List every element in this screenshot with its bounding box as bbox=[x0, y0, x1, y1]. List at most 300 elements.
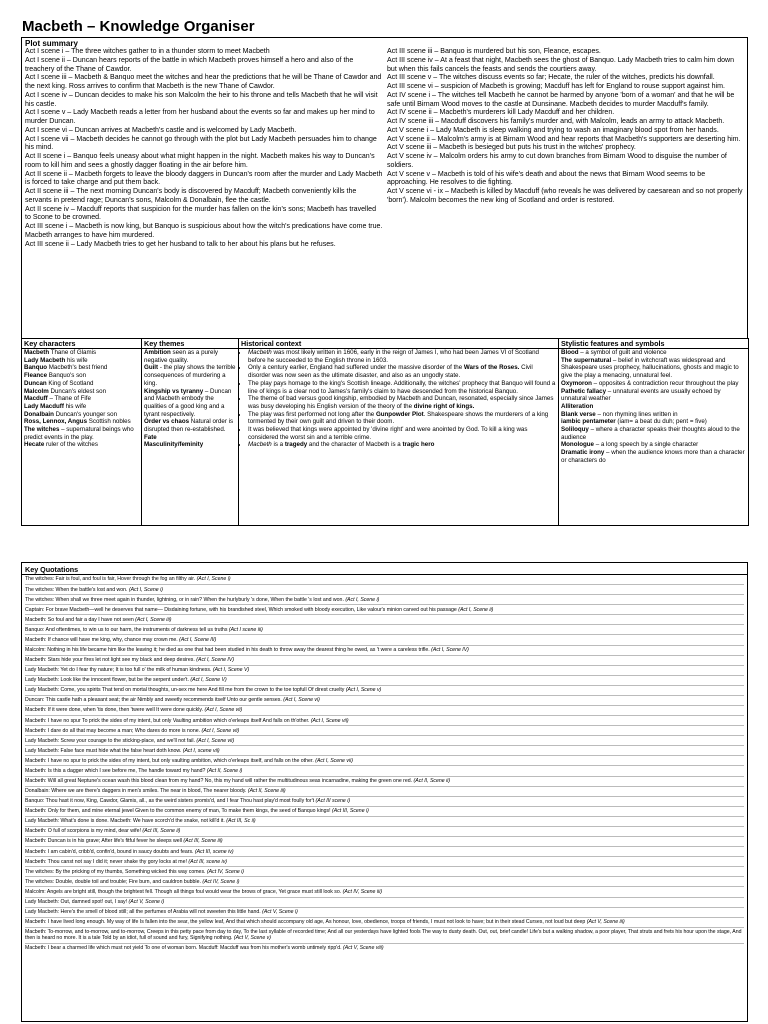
plot-entry bbox=[25, 171, 383, 189]
key-quotations-heading: Key Quotations bbox=[22, 563, 747, 575]
plot-scene: Act I scene iv bbox=[25, 91, 67, 99]
quotation-row bbox=[25, 676, 744, 686]
style-term: iambic pentameter bbox=[561, 418, 616, 426]
quotation-reference: (Act V, Scene v) bbox=[233, 935, 271, 942]
context-text: The play pays homage to the king's Scottish lineage. Additionally, the witches' prophecy that Banquo will found a line of kings is a clear nod to James's family's claim to have descended from the historical Banquo. bbox=[248, 379, 556, 395]
quotation-text: Macbeth: Duncan is in his grave; After life's fitful fever he sleeps well bbox=[25, 838, 184, 845]
context-point bbox=[248, 349, 556, 364]
style-desc: – unnatural events are usually echoed by unnatural weather bbox=[561, 387, 721, 403]
quotation-row bbox=[25, 787, 744, 797]
style-term: Pathetic fallacy bbox=[561, 387, 607, 395]
quotation-text: Banquo: Thou hast it now, King, Cawdor, Glamis, all., as the weird sisters promis'd, and I fear Thou hast play'd most foully for't bbox=[25, 798, 316, 805]
context-term: Wars of the Roses. bbox=[463, 364, 520, 372]
quotation-row bbox=[25, 847, 744, 857]
plot-entry bbox=[387, 74, 745, 83]
plot-entry bbox=[387, 188, 745, 206]
style-entry bbox=[561, 349, 746, 357]
context-term: tragedy bbox=[284, 441, 308, 449]
plot-scene: Act III scene vi bbox=[387, 83, 433, 90]
context-point bbox=[248, 380, 556, 395]
plot-entry bbox=[25, 48, 383, 57]
quotation-text: Macbeth: I have no spur To prick the sides of my intent, but only Vaulting ambition which o'erleaps itself And falls on th'other. bbox=[25, 717, 311, 724]
plot-scene: Act V scene vi - ix bbox=[387, 188, 444, 195]
style-desc: – non rhyming lines written in bbox=[595, 410, 678, 418]
style-term: Alliteration bbox=[561, 402, 594, 410]
theme-entry bbox=[144, 364, 236, 387]
character-name: Banquo bbox=[24, 364, 48, 372]
quotation-row bbox=[25, 595, 744, 605]
context-text: Civil disorder was now seen as the ultimate disaster, and also as an ungodly state. bbox=[248, 364, 533, 380]
character-desc: – supernatural beings who predict events in the play. bbox=[24, 426, 134, 441]
quotation-reference: (Act I scene iii) bbox=[228, 626, 263, 633]
plot-scene: Act II scene iv bbox=[25, 205, 69, 213]
style-term: Soliloquy bbox=[561, 426, 589, 434]
quotation-row bbox=[25, 646, 744, 656]
character-entry bbox=[24, 380, 139, 388]
plot-text: – The witches tell Macbeth he cannot be harmed by anyone 'born of a woman' and that he will be safe until Birnam Wood moves to the castle at Dunsinane. Macbeth decides to murder Macduff's family. bbox=[387, 91, 735, 108]
quotation-text: Lady Macbeth: Come, you spirits That tend on mortal thoughts, un-sex me here And fill me from the crown to the toe topfull Of direst cruelty bbox=[25, 687, 346, 694]
plot-scene: Act III scene i bbox=[25, 223, 68, 230]
quotation-row bbox=[25, 706, 744, 716]
quotation-text: Lady Macbeth: Look like the innocent flower, but be the serpent under't. bbox=[25, 677, 191, 684]
style-entry bbox=[561, 411, 746, 419]
quotation-reference: (Act III scene i) bbox=[315, 798, 351, 805]
context-point bbox=[248, 426, 556, 441]
theme-entry bbox=[144, 349, 236, 364]
plot-text: – Malcolm's army is at Birnam Wood and hear reports that Macbeth's supporters are deserting him. bbox=[429, 135, 741, 143]
quotation-row bbox=[25, 944, 744, 953]
style-entry bbox=[561, 403, 746, 411]
plot-scene: Act II scene i bbox=[25, 153, 66, 160]
context-text: is a bbox=[271, 441, 285, 449]
character-entry bbox=[24, 364, 139, 372]
key-quotations-box bbox=[21, 562, 748, 1022]
character-entry bbox=[24, 418, 139, 426]
quotation-text: Macbeth: I have lived long enough. My way of life Is fallen into the sear, the yellow leaf, And that which should accompany old age, As honour, love, obedience, troops of friends, I must not look to have; but in their stead Curses, not loud but deep bbox=[25, 919, 587, 926]
plot-scene: Act II scene iii bbox=[25, 188, 69, 195]
plot-scene: Act V scene ii bbox=[387, 135, 430, 143]
quotation-reference: (Act V, Scene i) bbox=[128, 898, 165, 905]
quotation-text: Lady Macbeth: What's done is done. Macbeth: We have scorch'd the snake, not kill'd it. bbox=[25, 818, 227, 825]
quotation-row bbox=[25, 605, 744, 615]
plot-text: – Macduff discovers his family's murder and, with Malcolm, leads an army to attack Macbeth. bbox=[433, 118, 725, 125]
quotation-row bbox=[25, 726, 744, 736]
quotation-row bbox=[25, 736, 744, 746]
style-entry bbox=[561, 418, 746, 426]
style-entry bbox=[561, 441, 746, 449]
character-entry bbox=[24, 403, 139, 411]
plot-scene: Act V scene v bbox=[387, 170, 431, 178]
theme-name: Order vs chaos bbox=[144, 418, 190, 426]
plot-scene: Act V scene iv bbox=[387, 153, 432, 160]
quotation-row bbox=[25, 746, 744, 756]
header-key-characters: Key characters bbox=[22, 339, 142, 349]
quotation-row bbox=[25, 696, 744, 706]
header-stylistic-features: Stylistic features and symbols bbox=[559, 339, 749, 349]
plot-scene: Act I scene i bbox=[25, 48, 64, 55]
plot-entry bbox=[387, 92, 745, 110]
quotation-text: Macbeth: Only for them, and mine eternal jewel Given to the common enemy of man, To make them kings, the seed of Banquo kings! bbox=[25, 808, 332, 815]
style-cell bbox=[559, 349, 749, 526]
character-entry bbox=[24, 372, 139, 380]
style-desc: – belief in witchcraft was widespread and Shakespeare uses prophecy, hallucinations, ghosts and magic to give the play a menacing, unnatural feel. bbox=[561, 356, 739, 380]
plot-scene: Act III scene v bbox=[387, 74, 432, 82]
plot-text: – Malcolm orders his army to cut down branches from Birnam Wood to disguise the number of soldiers. bbox=[387, 153, 727, 169]
quotation-reference: (Act I, Scene i) bbox=[128, 586, 163, 593]
character-entry bbox=[24, 349, 139, 357]
character-name: Macduff bbox=[24, 395, 48, 403]
plot-entry bbox=[387, 144, 745, 153]
theme-name: Kingship vs tyranny bbox=[144, 387, 204, 395]
context-text: Only a century earlier, England had suffered under the massive disorder of the bbox=[248, 364, 464, 372]
plot-text: – Lady Macbeth reads a letter from her husband about the events so far and makes up her mind to murder Duncan. bbox=[25, 109, 375, 125]
quotation-reference: (Act I, Scene vi) bbox=[283, 697, 320, 704]
plot-text: – suspicion of Macbeth is growing; Macduff has left for England to rouse support against him. bbox=[432, 83, 725, 90]
style-term: Blank verse bbox=[561, 410, 596, 418]
quotation-reference: (Act I, Scene vii) bbox=[310, 717, 349, 724]
plot-scene: Act IV scene iii bbox=[387, 118, 434, 125]
plot-scene: Act IV scene ii bbox=[387, 109, 432, 117]
quotation-row bbox=[25, 635, 744, 645]
quotation-row bbox=[25, 817, 744, 827]
quotation-reference: (Act III, scene iv) bbox=[194, 848, 234, 855]
character-name: The witches bbox=[24, 426, 60, 434]
quotation-text: Macbeth: I dare do all that may become a man; Who dares do more is none. bbox=[25, 727, 202, 734]
character-name: Fleance bbox=[24, 372, 48, 380]
quotation-row bbox=[25, 716, 744, 726]
quotation-row bbox=[25, 585, 744, 595]
theme-entry bbox=[144, 388, 236, 419]
quotation-text: Macbeth: I bear a charmed life which must not yield To one of woman born. Macduff: Macduff was from his mother's womb untimely ripp'd. bbox=[25, 945, 343, 952]
style-desc: – opposites & contradiction recur throughout the play bbox=[591, 379, 739, 387]
characters-cell bbox=[22, 349, 142, 526]
character-name: Ross, Lennox, Angus bbox=[24, 418, 88, 426]
theme-name: Guilt bbox=[144, 364, 159, 372]
plot-text: – Lady Macbeth tries to get her husband to talk to her about his plans but he refuses. bbox=[68, 240, 336, 248]
plot-text: – Macbeth's murderers kill Lady Macduff and her children. bbox=[431, 109, 615, 117]
character-name: Lady Macbeth bbox=[24, 356, 66, 364]
quotation-text: Malcolm: Angels are bright still, though the brightest fell. Though all things foul would wear the brows of grace, Yet grace must still look so. bbox=[25, 888, 343, 895]
style-desc: – a long speech by a single character bbox=[594, 441, 699, 449]
quotation-text: Malcolm: Nothing in his life became him like the leaving it; he died as one that had been studied in his death to throw away the dearest thing he owed, as 't were a careless trifle. bbox=[25, 646, 432, 653]
plot-entry bbox=[25, 74, 383, 92]
plot-scene: Act III scene iv bbox=[387, 56, 433, 64]
plot-entry bbox=[387, 127, 745, 136]
plot-summary-right-column bbox=[387, 48, 745, 206]
context-title: Macbeth bbox=[248, 441, 272, 449]
quotation-row bbox=[25, 797, 744, 807]
quotation-reference: (Act II, Scene iii) bbox=[247, 788, 286, 795]
plot-entry bbox=[387, 109, 745, 118]
style-term: Dramatic irony bbox=[561, 449, 605, 457]
quotation-reference: (Act III, Sc ii) bbox=[226, 818, 256, 825]
style-desc: – a symbol of guilt and violence bbox=[578, 349, 667, 356]
context-term: divine right of kings. bbox=[413, 402, 475, 410]
quotation-row bbox=[25, 867, 744, 877]
theme-desc: - the play shows the terrible consequences of murdering a king. bbox=[144, 364, 236, 387]
style-entry bbox=[561, 426, 746, 441]
quotation-reference: (Act I, Scene IV) bbox=[196, 657, 235, 664]
quotation-text: Macbeth: Is this a dagger which I see before me, The handle toward my hand? bbox=[25, 767, 207, 774]
quotation-text: Macbeth: So foul and fair a day I have not seen bbox=[25, 616, 136, 623]
character-name: Lady Macduff bbox=[24, 402, 64, 410]
quotation-reference: (Act I, Scene ii) bbox=[458, 606, 494, 613]
plot-scene: Act I scene iii bbox=[25, 74, 67, 82]
plot-scene: Act I scene vi bbox=[25, 126, 67, 134]
style-desc: – when the audience knows more than a character or characters do bbox=[561, 449, 745, 464]
plot-text: – Duncan arrives at Macbeth's castle and is welcomed by Lady Macbeth. bbox=[66, 126, 297, 134]
quotation-text: Macbeth: If it were done, when 'tis done, then 'twere well It were done quickly. bbox=[25, 707, 205, 714]
quotation-row bbox=[25, 908, 744, 918]
quotation-reference: (Act IV, Scene i) bbox=[202, 878, 240, 885]
plot-entry bbox=[25, 92, 383, 110]
plot-summary-heading: Plot summary bbox=[25, 39, 78, 48]
style-term: Monologue bbox=[561, 441, 594, 449]
character-name: Malcolm bbox=[24, 387, 49, 395]
plot-scene: Act IV scene i bbox=[387, 91, 431, 99]
theme-name: Ambition bbox=[144, 349, 171, 356]
quotation-text: Macbeth: If chance will have me king, why, chance may crown me. bbox=[25, 636, 180, 643]
context-text: was most likely written in 1606, early in the reign of James I, who had been James VI of Scotland before he succeeded to the English throne in 1603. bbox=[248, 349, 539, 364]
style-entry bbox=[561, 449, 746, 464]
plot-text: – Macbeth & Banquo meet the witches and hear the predictions that he will be Thane of Cawdor and the next king. Ross arrives to confirm that Macbeth is the new Thane of Cawdor. bbox=[25, 74, 382, 90]
quotation-reference: (Act I, Scene V) bbox=[190, 677, 227, 684]
quotation-text: Lady Macbeth: False face must hide what the false heart doth know. bbox=[25, 747, 183, 754]
plot-text: – Banquo feels uneasy about what might happen in the night. Macbeth makes his way to Duncan's room to kill him and sees a ghostly dagger floating in the air before him. bbox=[25, 153, 375, 169]
plot-summary-box bbox=[21, 37, 748, 339]
quotation-row bbox=[25, 656, 744, 666]
plot-entry bbox=[387, 153, 745, 171]
character-desc: – Thane of Fife bbox=[47, 395, 91, 403]
plot-entry bbox=[387, 83, 745, 92]
quotation-text: Lady Macbeth: Yet do I fear thy nature; It is too full o' the milk of human kindness. bbox=[25, 667, 213, 674]
quotation-text: The witches: When shall we three meet again in thunder, lightning, or in rain? When the hurlyburly 's done, When the battle 's lost and won. bbox=[25, 596, 346, 603]
quotation-reference: (Act I, Scene vii) bbox=[196, 737, 235, 744]
quotation-reference: (Act IV, Scene iii) bbox=[342, 888, 383, 895]
quotation-reference: (Act I, Scene III) bbox=[179, 636, 217, 643]
quotation-row bbox=[25, 625, 744, 635]
quotation-text: Lady Macbeth: Out, damned spot! out, I say! bbox=[25, 898, 129, 905]
character-entry bbox=[24, 357, 139, 365]
quotation-row bbox=[25, 615, 744, 625]
plot-scene: Act V scene i bbox=[387, 126, 429, 134]
plot-entry bbox=[25, 109, 383, 127]
quotation-reference: (Act III, Scene i) bbox=[332, 808, 369, 815]
quotation-row bbox=[25, 877, 744, 887]
plot-text: – The next morning Duncan's body is discovered by Macduff; Macbeth conveniently kills the servants in pretend rage; Duncan's sons, Malcolm & Donalbain, flee the castle. bbox=[25, 188, 357, 204]
quotation-text: Macbeth: Stars hide your fires let not light see my black and deep desires. bbox=[25, 657, 197, 664]
plot-text: – Duncan decides to make his son Malcolm the heir to his throne and tells Macbeth that he will visit his castle. bbox=[25, 91, 378, 108]
plot-text: – Macduff reports that suspicion for the murder has fallen on the kin's sons; Macbeth has travelled to Scone to be crowned. bbox=[25, 205, 377, 222]
quotation-row bbox=[25, 837, 744, 847]
style-entry bbox=[561, 357, 746, 380]
context-point bbox=[248, 441, 556, 449]
quotation-reference: (Act I, Scene v) bbox=[345, 687, 382, 694]
quotation-row bbox=[25, 898, 744, 908]
character-desc: Macbeth's best friend bbox=[47, 364, 108, 372]
page-title: Macbeth – Knowledge Organiser bbox=[22, 18, 255, 35]
plot-text: – At a feast that night, Macbeth sees the ghost of Banquo. Lady Macbeth tries to calm him down but when this fails cancels the feasts and sends the courtiers away. bbox=[387, 56, 735, 73]
quotation-row bbox=[25, 857, 744, 867]
theme-desc: seen as a purely negative quality. bbox=[144, 349, 218, 364]
quotation-reference: (Act V, Scene iii) bbox=[586, 919, 625, 926]
context-text: . Shakespeare shows the murderers of a king tormented by their own guilt and driven to their doom. bbox=[248, 410, 549, 426]
plot-entry bbox=[387, 171, 745, 189]
quotation-row bbox=[25, 827, 744, 837]
plot-summary-left-column bbox=[25, 48, 383, 249]
plot-text: – Lady Macbeth is sleep walking and trying to wash an imaginary blood spot from her hands. bbox=[428, 126, 719, 134]
character-desc: Duncan's eldest son bbox=[48, 387, 107, 395]
quotations-list bbox=[22, 575, 747, 953]
quotation-text: Macbeth: O full of scorpions is my mind, dear wife! bbox=[25, 828, 143, 835]
plot-scene: Act III scene iii bbox=[387, 48, 433, 55]
theme-entry bbox=[144, 418, 236, 433]
quotation-reference: (Act V, Scene viii) bbox=[343, 945, 384, 952]
quotation-reference: (Act I, Scene i) bbox=[345, 596, 380, 603]
character-name: Hecate bbox=[24, 441, 45, 449]
plot-scene: Act V scene iii bbox=[387, 144, 432, 152]
plot-text: – The witches discuss events so far; Hecate, the ruler of the witches, predicts his downfall. bbox=[431, 74, 715, 82]
plot-scene: Act I scene vii bbox=[25, 135, 69, 143]
quotation-text: Lady Macbeth: Here's the smell of blood still; all the perfumes of Arabia will not sweeten this little hand. bbox=[25, 909, 263, 916]
quotation-reference: (Act II, Scene ii) bbox=[413, 778, 451, 784]
quotation-reference: (Act I, Scene vii) bbox=[204, 707, 243, 714]
plot-entry bbox=[387, 136, 745, 145]
theme-name: Fate bbox=[144, 433, 157, 441]
plot-text: – Macbeth decides he cannot go through with the plot but Lady Macbeth persuades him to change his mind. bbox=[25, 135, 377, 152]
context-text: It was believed that kings were appointed by 'divine right' and were anointed by God. To kill a king was considered the worst sin and a terrible crime. bbox=[248, 426, 528, 441]
style-desc: – where a character speaks their thoughts aloud to the audience bbox=[561, 426, 740, 441]
quotation-row bbox=[25, 756, 744, 766]
quotation-text: The witches: Fair is foul, and foul is fair, Hover through the fog an filthy air. bbox=[25, 576, 197, 583]
style-term: Blood bbox=[561, 349, 579, 356]
quotation-text: The witches: Double, double toil and trouble; Fire burn, and cauldron bubble. bbox=[25, 878, 203, 885]
theme-desc: Natural order is disrupted then re-established. bbox=[144, 418, 234, 434]
plot-entry bbox=[387, 118, 745, 127]
character-desc: ruler of the witches bbox=[44, 441, 98, 449]
context-title: Macbeth bbox=[248, 349, 272, 356]
quotation-reference: (Act I, Scene i) bbox=[196, 576, 231, 583]
plot-text: – The three witches gather to in a thunder storm to meet Macbeth bbox=[63, 48, 270, 55]
quotation-reference: (Act I, scene vii) bbox=[182, 747, 220, 754]
plot-scene: Act I scene ii bbox=[25, 56, 65, 64]
quotation-reference: (Act III, scene iv) bbox=[188, 858, 228, 865]
character-entry bbox=[24, 388, 139, 396]
context-text: The play was first performed not long after the bbox=[248, 410, 376, 418]
quotation-row bbox=[25, 666, 744, 676]
theme-entry bbox=[144, 434, 236, 442]
quotation-reference: (Act III, Scene iii) bbox=[183, 838, 223, 845]
header-historical-context: Historical context bbox=[239, 339, 559, 349]
quotation-reference: (Act I, Scene vii) bbox=[201, 727, 240, 734]
character-desc: his wife bbox=[65, 356, 88, 364]
plot-text: – Macbeth forgets to leave the bloody daggers in Duncan's room after the murder and Lady Macbeth is forced to take charge and put them back. bbox=[25, 170, 383, 187]
context-term: tragic hero bbox=[402, 441, 435, 449]
quotation-text: The witches: By the pricking of my thumbs, Something wicked this way comes. bbox=[25, 868, 207, 875]
header-key-themes: Key themes bbox=[142, 339, 239, 349]
context-text: and the character of Macbeth is a bbox=[307, 441, 403, 449]
quotation-text: Macbeth: To-morrow, and to-morrow, and to-morrow, Creeps in this petty pace from day to day, To the last syllable of recorded time; And all our yesterdays have lighted fools The way to dusty death. Out, out, brief candle! Life's but a walking shadow, a poor player, That struts and frets his hour upon the stage, And then is heard no more. It is a tale Told by an idiot, full of sound and fury, Signifying nothing. bbox=[25, 929, 742, 942]
quotation-reference: (Act V, Scene i) bbox=[262, 909, 298, 916]
plot-scene: Act I scene v bbox=[25, 109, 66, 117]
plot-entry bbox=[25, 153, 383, 171]
plot-text: – Macbeth is told of his wife's death and about the news that Birnam Wood seems to be approaching. He resolves to die fighting. bbox=[387, 170, 706, 187]
context-point bbox=[248, 411, 556, 426]
plot-text: – Macbeth is now king, but Banquo is suspicious about how the witch's predications have come true. Macbeth arranges to have him murdered. bbox=[25, 223, 383, 239]
character-desc: Duncan's younger son bbox=[53, 410, 118, 418]
plot-text: – Macbeth is besieged but puts his trust in the witches' prophecy. bbox=[431, 144, 636, 152]
plot-entry bbox=[25, 241, 383, 250]
quotation-reference: (Act II, Scene i) bbox=[206, 767, 243, 774]
quotation-reference: (Act I, Scene IV) bbox=[431, 646, 469, 653]
theme-entry bbox=[144, 441, 236, 449]
style-entry bbox=[561, 380, 746, 388]
character-desc: King of Scotland bbox=[46, 379, 94, 387]
themes-cell bbox=[142, 349, 239, 526]
quotation-text: Captain: For brave Macbeth—well he deserves that name— Disdaining fortune, with his brandished steel, Which smoked with bloody execution, Like valour's minion carved out his passage bbox=[25, 606, 459, 613]
context-text: The theme of bad versus good kingship, embodied by Macbeth and Duncan, resonated, especially since James was busy developing his English version of the theory of the bbox=[248, 395, 554, 410]
quotation-row bbox=[25, 887, 744, 897]
quotation-text: Banquo: And oftentimes, to win us to our harm, the instruments of darkness tell us truths bbox=[25, 626, 229, 633]
plot-entry bbox=[25, 57, 383, 75]
quotation-row bbox=[25, 918, 744, 928]
quotation-text: Lady Macbeth: Screw your courage to the sticking-place, and we'll not fail. bbox=[25, 737, 197, 744]
plot-text: – Banquo is murdered but his son, Fleance, escapes. bbox=[432, 48, 601, 55]
context-cell bbox=[239, 349, 559, 526]
quotation-text: Duncan: This castle hath a pleasant seat; the air Nimbly and sweetly recommends itself Unto our gentle senses. bbox=[25, 697, 284, 704]
character-entry bbox=[24, 395, 139, 403]
quotation-row bbox=[25, 777, 744, 787]
quotation-text: The witches: When the battle's lost and won. bbox=[25, 586, 129, 593]
quotation-text: Donalbain: Where we are there's daggers in men's smiles. The near in blood, The nearer bloody. bbox=[25, 788, 248, 795]
plot-scene: Act II scene ii bbox=[25, 170, 67, 178]
style-desc: (iam= a beat du duh; pent = five) bbox=[615, 418, 707, 426]
style-entry bbox=[561, 388, 746, 403]
quotation-row bbox=[25, 928, 744, 944]
style-term: Oxymoron bbox=[561, 379, 592, 387]
character-desc: Thane of Glamis bbox=[49, 349, 97, 356]
quotation-reference: (Act I, Scene iii) bbox=[135, 616, 172, 623]
quotation-text: Macbeth: Thou canst not say I did it; never shake thy gory locks at me! bbox=[25, 858, 189, 865]
plot-entry bbox=[25, 223, 383, 241]
plot-scene: Act III scene ii bbox=[25, 240, 69, 248]
character-entry bbox=[24, 441, 139, 449]
plot-entry bbox=[25, 127, 383, 136]
quotation-row bbox=[25, 575, 744, 585]
quotation-text: Macbeth: I have no spur to prick the sides of my intent, but only vaulting ambition, which o'erleaps itself, and falls on the other. bbox=[25, 757, 316, 764]
quotation-reference: (Act I, Scene vii) bbox=[315, 757, 353, 764]
context-point bbox=[248, 395, 556, 410]
character-desc: Scottish nobles bbox=[87, 418, 131, 426]
plot-entry bbox=[25, 136, 383, 154]
plot-text: – Duncan hears reports of the battle in which Macbeth proves himself a hero and also of the treachery of the Thane of Cawdor. bbox=[25, 56, 354, 73]
context-term: Gunpowder Plot bbox=[375, 410, 424, 418]
theme-name: Masculinity/feminity bbox=[144, 441, 204, 449]
overview-table bbox=[21, 338, 749, 526]
character-desc: Banquo's son bbox=[47, 372, 87, 380]
character-name: Macbeth bbox=[24, 349, 50, 356]
quotation-row bbox=[25, 686, 744, 696]
quotation-reference: (Act IV, Scene i) bbox=[206, 868, 245, 875]
character-name: Donalbain bbox=[24, 410, 54, 418]
plot-entry bbox=[387, 57, 745, 75]
quotation-reference: (Act I, Scene V) bbox=[212, 667, 250, 674]
character-name: Duncan bbox=[24, 379, 47, 387]
plot-entry bbox=[25, 188, 383, 206]
quotation-text: Macbeth: I am cabin'd, cribb'd, confin'd, bound in saucy doubts and fears. bbox=[25, 848, 195, 855]
character-entry bbox=[24, 426, 139, 441]
quotation-row bbox=[25, 807, 744, 817]
